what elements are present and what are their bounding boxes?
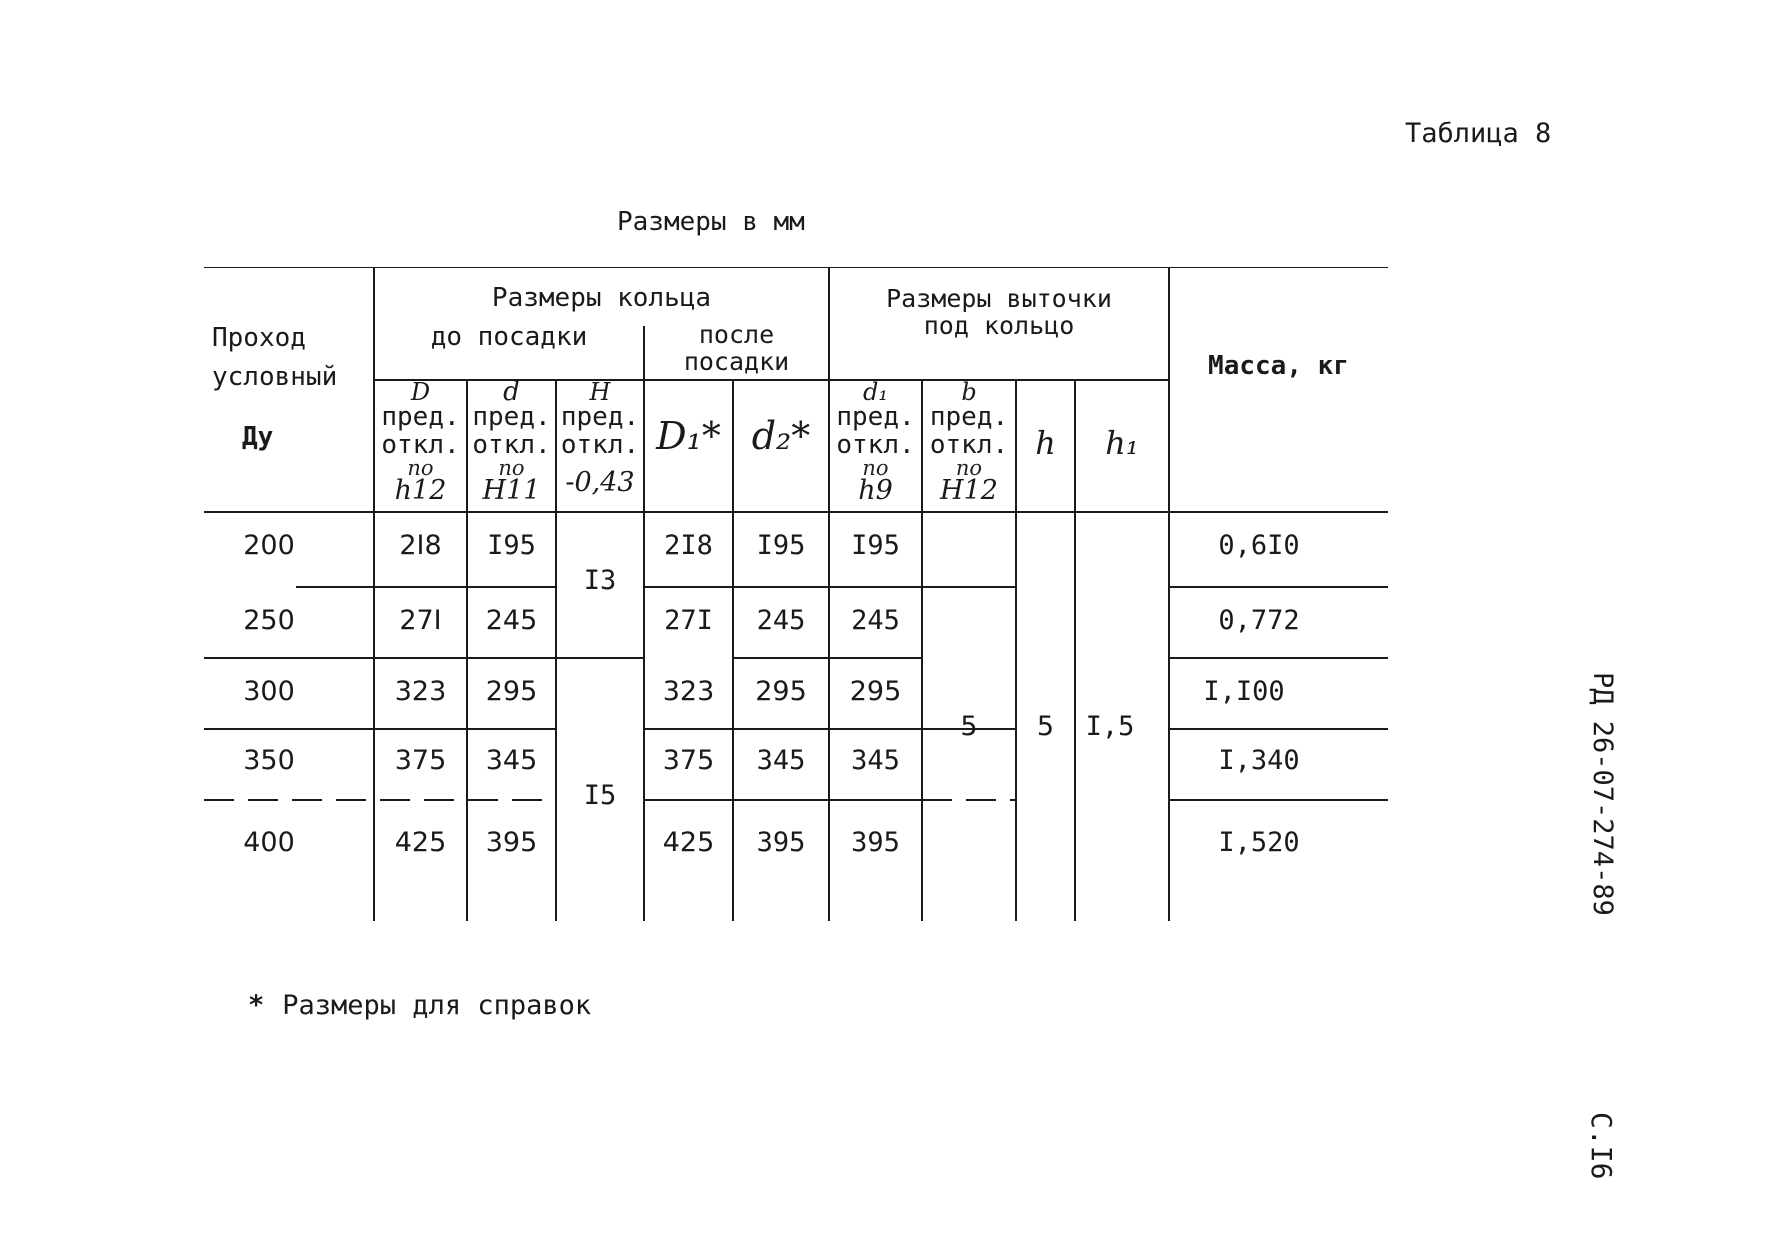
cell-d-200: I95: [487, 530, 536, 561]
cell-du-350: 350: [243, 745, 295, 776]
cell-du-400: 400: [243, 827, 295, 858]
cell-d-400: 395: [485, 827, 538, 858]
cell-d1-300: 295: [849, 676, 902, 707]
header-before-fit: до посадки: [430, 322, 588, 352]
col-D-symbol: D: [410, 378, 431, 406]
header-passage: [212, 325, 362, 451]
col-D-tol-label-1: пред.: [381, 402, 460, 432]
cell-du-250: 250: [243, 605, 295, 636]
col-D-by: по: [407, 456, 434, 480]
cell-mass-300: I,I00: [1203, 676, 1285, 707]
cell-d1-400: 395: [851, 827, 900, 858]
header-after-fit-line2: посадки: [683, 347, 790, 376]
dimensions-table: [204, 267, 1388, 921]
cell-D-250: 27I: [399, 605, 442, 636]
cell-d2-350: 345: [756, 745, 806, 776]
col-d1-tol-label-2: откл.: [836, 430, 915, 460]
header-ring-group: Размеры кольца: [491, 283, 712, 313]
col-H-symbol: H: [589, 378, 611, 406]
document-code: [1578, 672, 1638, 916]
header-groove-line1: Размеры выточки: [886, 284, 1112, 313]
col-b-by: по: [955, 456, 983, 480]
cell-mass-200: 0,6I0: [1218, 530, 1300, 561]
cell-d2-250: 245: [756, 605, 806, 636]
cell-D-400: 425: [394, 827, 447, 858]
col-b-symbol: b: [961, 378, 977, 406]
footnote-mark: *: [248, 990, 265, 1021]
header-col-d1: [829, 378, 922, 506]
header-groove-line2: под кольцо: [923, 311, 1075, 340]
col-H-grade: -0,43: [565, 467, 635, 498]
cell-d1-250: 245: [851, 605, 900, 636]
cell-D1-350: 375: [662, 745, 715, 776]
document-code-text: РД 26-07-274-89: [1587, 672, 1618, 916]
cell-h1-merged: I,5: [1085, 711, 1135, 742]
col-d-tol-label-2: откл.: [472, 430, 551, 460]
table-caption: Таблица 8: [1405, 118, 1552, 149]
col-D-grade: h12: [394, 475, 447, 506]
header-col-h1: h₁: [1105, 424, 1139, 462]
footnote: [248, 990, 591, 1021]
cell-du-300: 300: [243, 676, 295, 707]
cell-mass-400: I,520: [1218, 827, 1300, 858]
cell-D-200: 2I8: [399, 530, 442, 561]
col-d-tol-label-1: пред.: [472, 402, 551, 432]
cell-d2-300: 295: [755, 676, 807, 707]
header-groove-group: [829, 285, 1169, 339]
col-b-tol-label-2: откл.: [929, 430, 1009, 460]
cell-D1-250: 27I: [664, 605, 713, 636]
col-d1-symbol: d₁: [863, 378, 888, 406]
cell-D1-300: 323: [662, 676, 715, 707]
col-d-grade: H11: [482, 475, 541, 506]
header-col-D: [374, 378, 467, 506]
col-d-symbol: d: [503, 377, 520, 407]
col-d-by: по: [498, 456, 525, 480]
cell-d2-200: I95: [756, 530, 806, 561]
cell-du-200: 200: [243, 530, 295, 561]
cell-H-merged-bottom: I5: [583, 780, 617, 811]
col-b-tol-label-1: пред.: [929, 402, 1009, 432]
cell-d-250: 245: [485, 605, 538, 636]
cell-d2-400: 395: [756, 827, 806, 858]
cell-D-350: 375: [394, 745, 447, 776]
cell-D1-200: 2I8: [664, 530, 713, 561]
header-after-fit-line1: после: [698, 320, 775, 349]
header-col-d: [467, 377, 556, 506]
cell-mass-350: I,340: [1218, 745, 1300, 776]
header-after-fit: [644, 321, 829, 375]
cell-d1-200: I95: [851, 530, 900, 561]
page-number: [1578, 1112, 1638, 1202]
header-mass: Масса, кг: [1208, 351, 1349, 381]
page-number-text: С.I6: [1585, 1112, 1618, 1180]
col-H-tol-label-2: откл.: [560, 430, 640, 460]
header-col-D1: D₁*: [656, 414, 721, 458]
col-d1-grade: h9: [858, 475, 893, 506]
col-d1-by: по: [862, 456, 889, 480]
col-b-grade: H12: [940, 475, 998, 506]
header-col-H: [556, 378, 644, 498]
cell-d-300: 295: [485, 676, 538, 707]
header-passage-line1: Проход: [212, 323, 306, 353]
col-D-tol-label-2: откл.: [381, 430, 460, 460]
header-passage-line2: условный: [212, 362, 338, 393]
footnote-text: Размеры для справок: [282, 990, 592, 1021]
cell-d-350: 345: [485, 745, 538, 776]
header-passage-symbol: Ду: [242, 421, 274, 452]
header-col-d2: d₂*: [751, 414, 811, 458]
cell-d1-350: 345: [851, 745, 900, 776]
cell-D1-400: 425: [662, 827, 715, 858]
cell-mass-250: 0,772: [1218, 605, 1300, 636]
col-d1-tol-label-1: пред.: [836, 402, 915, 432]
cell-H-merged-top: I3: [583, 565, 617, 596]
cell-D-300: 323: [394, 676, 447, 707]
units-label: Размеры в мм: [617, 207, 805, 237]
header-col-b: [922, 378, 1016, 506]
header-col-h: h: [1035, 424, 1056, 462]
col-H-tol-label-1: пред.: [560, 402, 640, 432]
cell-b-merged: 5: [960, 711, 978, 742]
cell-h-merged: 5: [1036, 711, 1055, 742]
